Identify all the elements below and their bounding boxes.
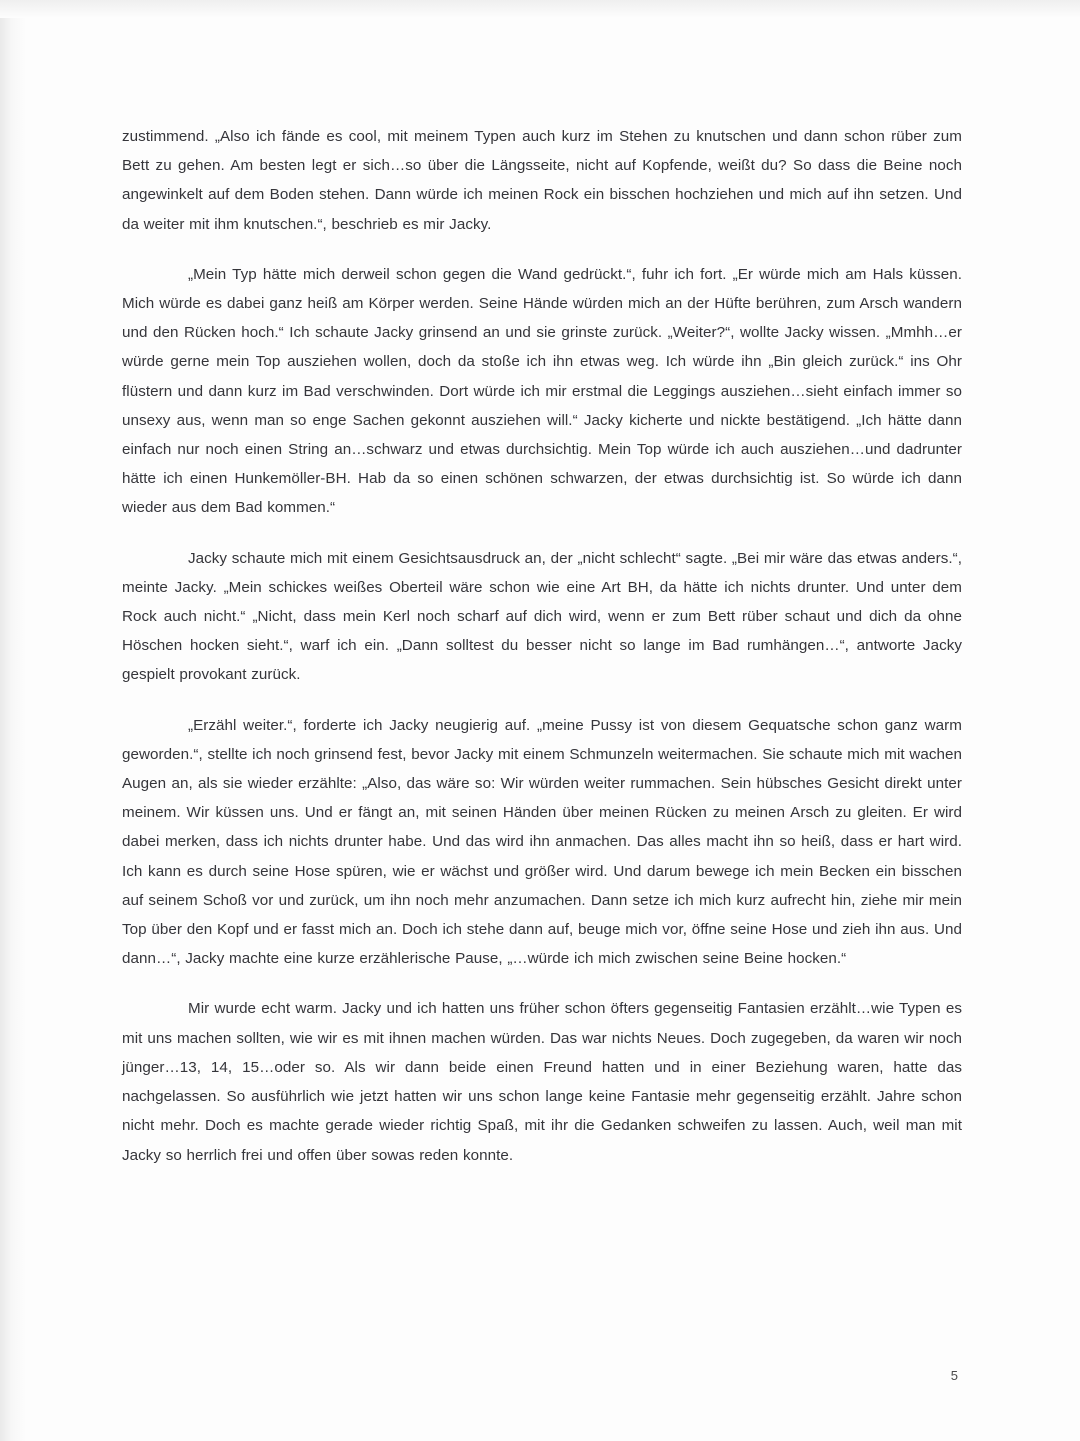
paragraph: „Erzähl weiter.“, forderte ich Jacky neugierig auf. „meine Pussy ist von diesem Gequatsche schon ganz warm geworden.“, stellte ich noch grinsend fest, bevor Jacky mit einem Schmunzeln weitermachen. Sie schaute mich mit wachen Augen an, als sie wieder erzählte: „Also, das wäre so: Wir würden weiter rummachen. Sein hübsches Gesicht direkt unter meinem. Wir küssen uns. Und er fängt an, mit seinen Händen über meinen Rücken zu meinen Arsch zu gleiten. Er wird dabei merken, dass ich nichts drunter habe. Und das wird ihn anmachen. Das alles macht ihn so heiß, dass er hart wird. Ich kann es durch seine Hose spüren, wie er wächst und größer wird. Und darum bewege ich mein Becken ein bisschen auf seinem Schoß vor und zurück, um ihn noch mehr anzumachen. Dann setze ich mich kurz aufrecht hin, ziehe mir mein Top über den Kopf und er fasst mich an. Doch ich stehe dann auf, beuge mich vor, öffne seine Hose und zieh ihn aus. Und dann…“, Jacky machte eine kurze erzählerische Pause, „…würde ich mich zwischen seine Beine hocken.“ [122,716,962,968]
body-text [122,122,962,1170]
paragraph: Jacky schaute mich mit einem Gesichtsausdruck an, der „nicht schlecht“ sagte. „Bei mir wäre das etwas anders.“, meinte Jacky. „Mein schickes weißes Oberteil wäre schon wie eine Art BH, da hätte ich nichts drunter. Und unter dem Rock auch nicht.“ „Nicht, dass mein Kerl noch scharf auf dich wird, wenn er zum Bett rüber schaut und dich da ohne Höschen hocken sieht.“, warf ich ein. „Dann solltest du besser nicht so lange im Bad rumhängen…“, antworte Jacky gespielt provokant zurück. [122,549,962,684]
paragraph: zustimmend. „Also ich fände es cool, mit meinem Typen auch kurz im Stehen zu knutschen und dann schon rüber zum Bett zu gehen. Am besten legt er sich…so über die Längsseite, nicht auf Kopfende, weißt du? So dass die Beine noch angewinkelt auf dem Boden stehen. Dann würde ich meinen Rock ein bisschen hochziehen und mich auf ihn setzen. Und da weiter mit ihm knutschen.“, beschrieb es mir Jacky. [122,128,962,233]
page-edge-shadow-top [0,0,1080,18]
paragraph: Mir wurde echt warm. Jacky und ich hatten uns früher schon öfters gegenseitig Fantasien erzählt…wie Typen es mit uns machen sollten, wie wir es mit ihnen machen würden. Das war nichts Neues. Doch zugegeben, da waren wir noch jünger…13, 14, 15…oder so. Als wir dann beide einen Freund hatten und in einer Beziehung waren, hatte das nachgelassen. So ausführlich wie jetzt hatten wir uns schon lange keine Fantasie mehr gegenseitig erzählt. Jahre schon nicht mehr. Doch es machte gerade wieder richtig Spaß, mit ihr die Gedanken schweifen zu lassen. Auch, weil man mit Jacky so herrlich frei und offen über sowas reden konnte. [122,1000,962,1164]
page-number: 5 [950,1368,958,1383]
page-edge-shadow-left [0,0,26,1441]
paragraph: „Mein Typ hätte mich derweil schon gegen die Wand gedrückt.“, fuhr ich fort. „Er würde mich am Hals küssen. Mich würde es dabei ganz heiß am Körper werden. Seine Hände würden mich an der Hüfte berühren, zum Arsch wandern und den Rücken hoch.“ Ich schaute Jacky grinsend an und sie grinste zurück. „Weiter?“, wollte Jacky wissen. „Mmhh…er würde gerne mein Top ausziehen wollen, doch da stoße ich ihn etwas weg. Ich würde ihn „Bin gleich zurück.“ ins Ohr flüstern und dann kurz im Bad verschwinden. Dort würde ich mir erstmal die Leggings ausziehen…sieht einfach immer so unsexy aus, wenn man so enge Sachen gekonnt ausziehen will.“ Jacky kicherte und nickte bestätigend. „Ich hätte dann einfach nur noch einen String an…schwarz und etwas durchsichtig. Mein Top würde ich auch ausziehen…und dadrunter hätte ich einen Hunkemöller-BH. Hab da so einen schönen schwarzen, der etwas durchsichtig ist. So würde ich dann wieder aus dem Bad kommen.“ [122,265,962,517]
